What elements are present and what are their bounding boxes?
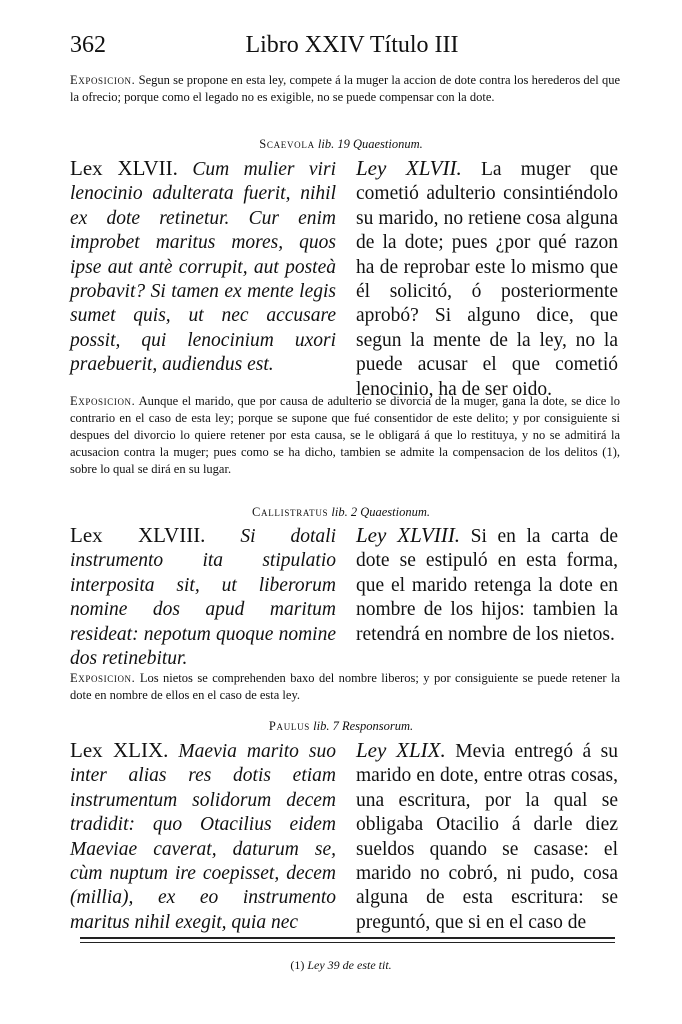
exposicion-paragraph — [70, 393, 620, 478]
page-header — [70, 32, 620, 68]
lex-number: Lex XLVIII. — [70, 523, 206, 547]
source-citation — [0, 137, 682, 152]
ley-number: Ley XLVIII. — [356, 523, 461, 547]
footnote — [0, 958, 682, 973]
lex-number: Lex XLIX. — [70, 738, 169, 762]
spanish-column — [356, 738, 618, 935]
exposicion-text: Segun se propone en esta ley, compete á la muger la accion de dote contra los herederos del que la ofrecio; porque como el legado no es exigible, no se puede compensar con la dote. — [70, 73, 620, 104]
source-work: lib. 2 Quaestionum. — [331, 505, 430, 519]
ley-number: Ley XLIX. — [356, 738, 446, 762]
source-work: lib. 19 Quaestionum. — [317, 137, 423, 151]
spanish-text: Si en la carta de dote se estipuló en esta forma, que el marido retenga la dote en nombre de los hijos: tambien la retendrá en nombre de los nietos. — [356, 526, 619, 645]
ley-number: Ley XLVII. — [356, 156, 462, 180]
source-author: Callistratus — [252, 505, 329, 519]
footnote-mark: (1) — [290, 958, 305, 972]
latin-text: Si dotali instrumento ita stipulatio interposita sit, ut liberorum nomine dos apud maritum resideat: nepotum quoque nomine dos retinebitur. — [70, 526, 337, 670]
exposicion-label: Exposicion. — [70, 73, 136, 87]
exposicion-label: Exposicion. — [70, 394, 136, 408]
latin-column — [70, 156, 336, 378]
latin-text: Maevia marito suo inter alias res dotis etiam instrumentum solidorum decem tradidit: quo Otacilius eidem Maeviae caverat, daturum se, cùm nuptum ire coepisset, decem (millia), ex eo instrumento maritus nihil exegit, quia nec — [70, 741, 336, 933]
spanish-column — [356, 156, 618, 402]
exposicion-label: Exposicion. — [70, 671, 136, 685]
latin-text: Cum mulier viri lenocinio adulterata fuerit, nihil ex dote retinetur. Cur enim improbet maritus mores, quos ipse aut antè corrupit, aut posteà probavit? Si tamen ex mente legis sumet quis, ut nec accusare possit, qui lenocinium uxori praebuerit, audiendus est. — [70, 159, 336, 376]
exposicion-text: Aunque el marido, que por causa de adulterio se divorcia de la muger, gana la dote, se dice lo contrario en el caso de esta ley; porque se supone que fué consentidor de este delito; y por consiguiente si despues del divorcio lo quiere retener por esta causa, se le obligará á que lo restituya, y no se admitirá la acusacion contra la muger; pues como se ha dicho, tambien se admite la compensacion de los delitos (1), sobre lo qual se dirá en su lugar. — [70, 394, 620, 476]
latin-column — [70, 523, 336, 671]
latin-column — [70, 738, 336, 935]
spanish-text: La muger que cometió adulterio consintiéndolo su marido, no retiene cosa alguna de la dote; pues ¿por qué razon ha de reprobar este lo mismo que él solicitó, ó posteriormente aprobó? Si alguno dice, que segun la mente de la ley, no la puede acusar el que cometió lenocinio, ha de ser oido. — [356, 159, 618, 400]
running-title: Libro XXIV Título III — [245, 32, 459, 58]
source-author: Scaevola — [259, 137, 315, 151]
source-citation — [0, 719, 682, 734]
spanish-column — [356, 523, 618, 647]
footnote-rule — [80, 937, 615, 939]
source-work: lib. 7 Responsorum. — [313, 719, 414, 733]
lex-number: Lex XLVII. — [70, 156, 178, 180]
exposicion-text: Los nietos se comprehenden baxo del nombre liberos; y por consiguiente se puede retener la dote en nombre de ellos en el caso de esta ley. — [70, 671, 620, 702]
spanish-text: Mevia entregó á su marido en dote, entre otras cosas, una escritura, por la qual se obligaba Otacilio á darle diez sueldos quando se casase: el marido no cobró, ni pudo, cosa alguna de esta escritura: se preguntó, que si en el caso de — [356, 741, 618, 933]
footnote-rule-thin — [80, 942, 615, 943]
source-author: Paulus — [268, 719, 311, 733]
page-number: 362 — [70, 32, 106, 58]
exposicion-paragraph — [70, 670, 620, 704]
source-citation — [0, 505, 682, 520]
exposicion-paragraph — [70, 72, 620, 106]
footnote-text: Ley 39 de este tit. — [307, 958, 392, 972]
